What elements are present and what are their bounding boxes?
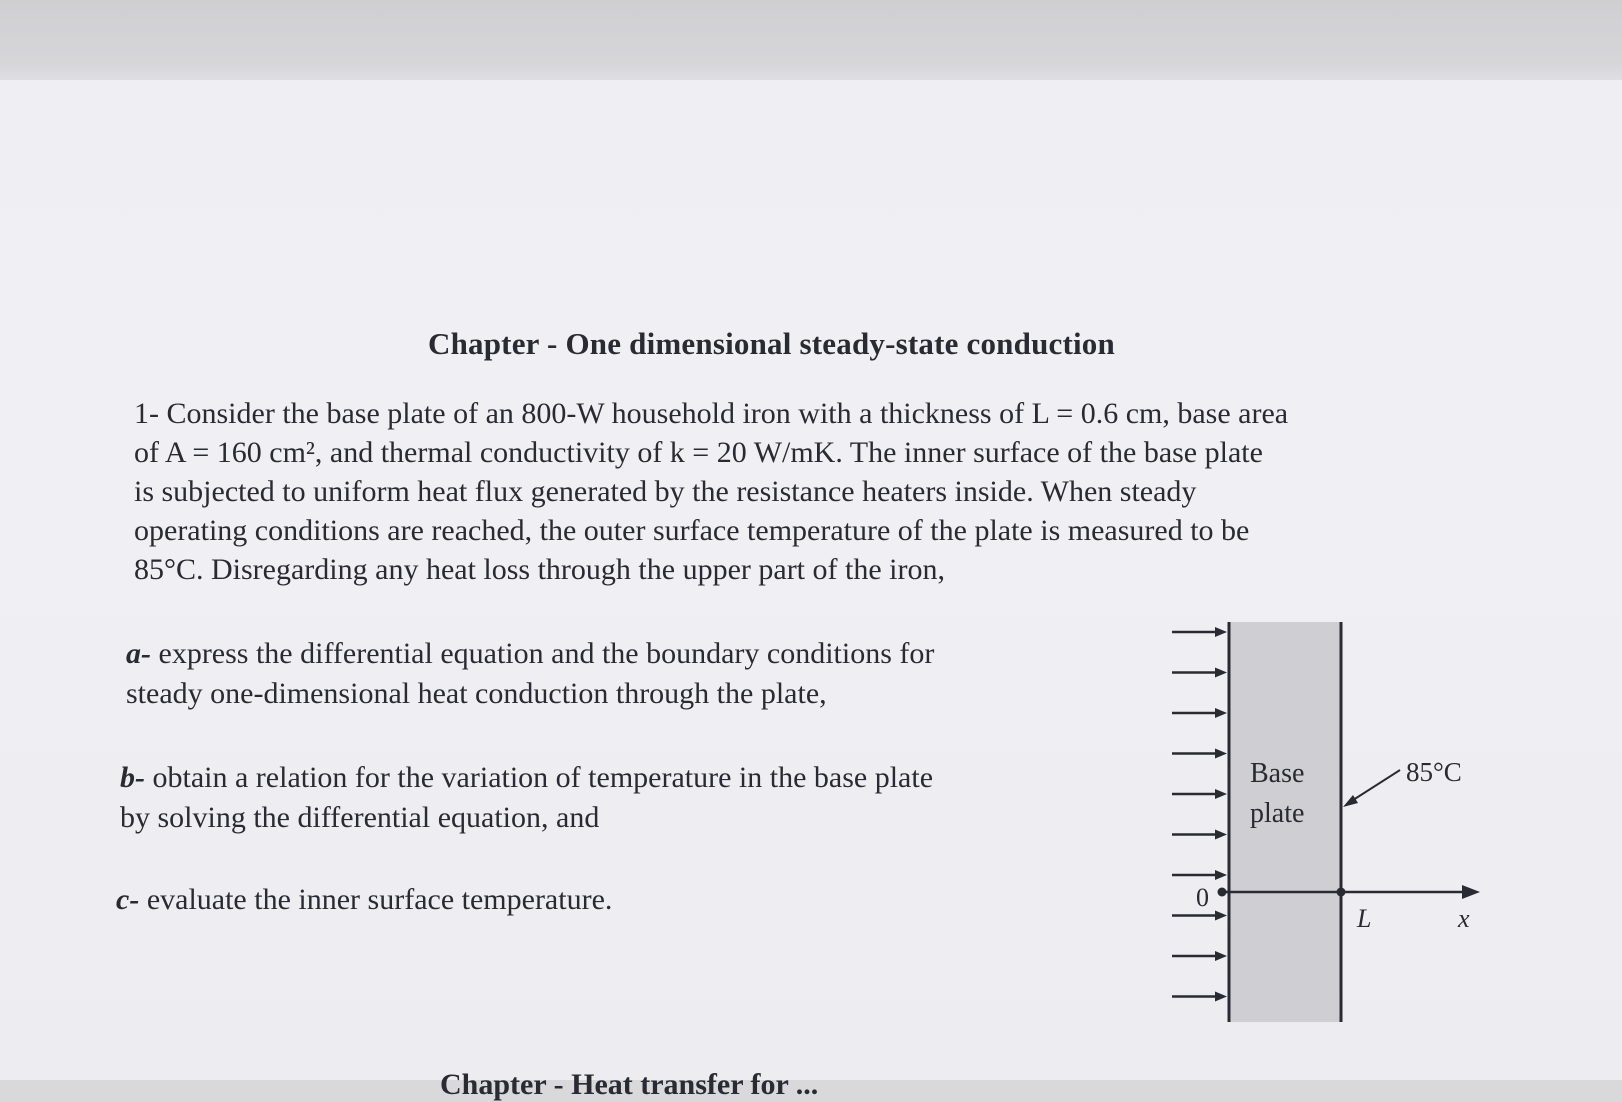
part-a-text: express the differential equation and the boundary conditions for bbox=[151, 637, 935, 670]
problem-line: 85°C. Disregarding any heat loss through the upper part of the iron, bbox=[134, 553, 945, 586]
temperature-leader-arrowhead bbox=[1343, 795, 1358, 807]
heat-flux-arrowhead bbox=[1215, 789, 1227, 799]
heat-flux-arrowhead bbox=[1215, 870, 1227, 880]
part-b-tag: b- bbox=[120, 761, 145, 794]
heat-flux-arrowhead bbox=[1215, 749, 1227, 759]
plate-label-base: Base bbox=[1250, 758, 1305, 789]
problem-line: operating conditions are reached, the outer surface temperature of the plate is measured to be bbox=[134, 514, 1250, 547]
heat-flux-arrowhead bbox=[1215, 708, 1227, 718]
heat-flux-arrows bbox=[1172, 627, 1227, 1002]
plate-label-plate: plate bbox=[1250, 798, 1305, 829]
origin-label: 0 bbox=[1196, 883, 1209, 912]
part-a-tag: a- bbox=[126, 637, 151, 670]
problem-line: of A = 160 cm², and thermal conductivity of k = 20 W/mK. The inner surface of the base plate bbox=[134, 436, 1263, 469]
heat-flux-arrowhead bbox=[1215, 911, 1227, 921]
thickness-dot bbox=[1337, 888, 1346, 897]
axis-label: x bbox=[1458, 904, 1470, 933]
origin-dot bbox=[1218, 888, 1227, 897]
heat-flux-arrowhead bbox=[1215, 992, 1227, 1002]
thickness-label: L bbox=[1357, 904, 1372, 933]
page-title: Chapter - One dimensional steady-state conduction bbox=[428, 326, 1115, 361]
heat-flux-arrowhead bbox=[1215, 951, 1227, 961]
part-c-tag: c- bbox=[116, 883, 140, 916]
heat-flux-arrowhead bbox=[1215, 668, 1227, 678]
part-c-text: evaluate the inner surface temperature. bbox=[139, 883, 613, 916]
next-heading-partial: Chapter - Heat transfer for ... bbox=[440, 1068, 819, 1101]
part-a-text-2: steady one-dimensional heat conduction through the plate, bbox=[126, 677, 827, 710]
part-b-text-2: by solving the differential equation, and bbox=[120, 801, 600, 834]
x-axis-arrowhead bbox=[1462, 885, 1480, 899]
heat-flux-arrowhead bbox=[1215, 830, 1227, 840]
temperature-leader-line bbox=[1350, 770, 1400, 802]
problem-line: is subjected to uniform heat flux generated by the resistance heaters inside. When steady bbox=[134, 475, 1197, 508]
problem-line: 1- Consider the base plate of an 800-W household iron with a thickness of L = 0.6 cm, base area bbox=[134, 397, 1289, 430]
temperature-label: 85°C bbox=[1406, 757, 1462, 787]
heat-flux-arrowhead bbox=[1215, 627, 1227, 637]
part-b-text: obtain a relation for the variation of temperature in the base plate bbox=[145, 761, 934, 794]
